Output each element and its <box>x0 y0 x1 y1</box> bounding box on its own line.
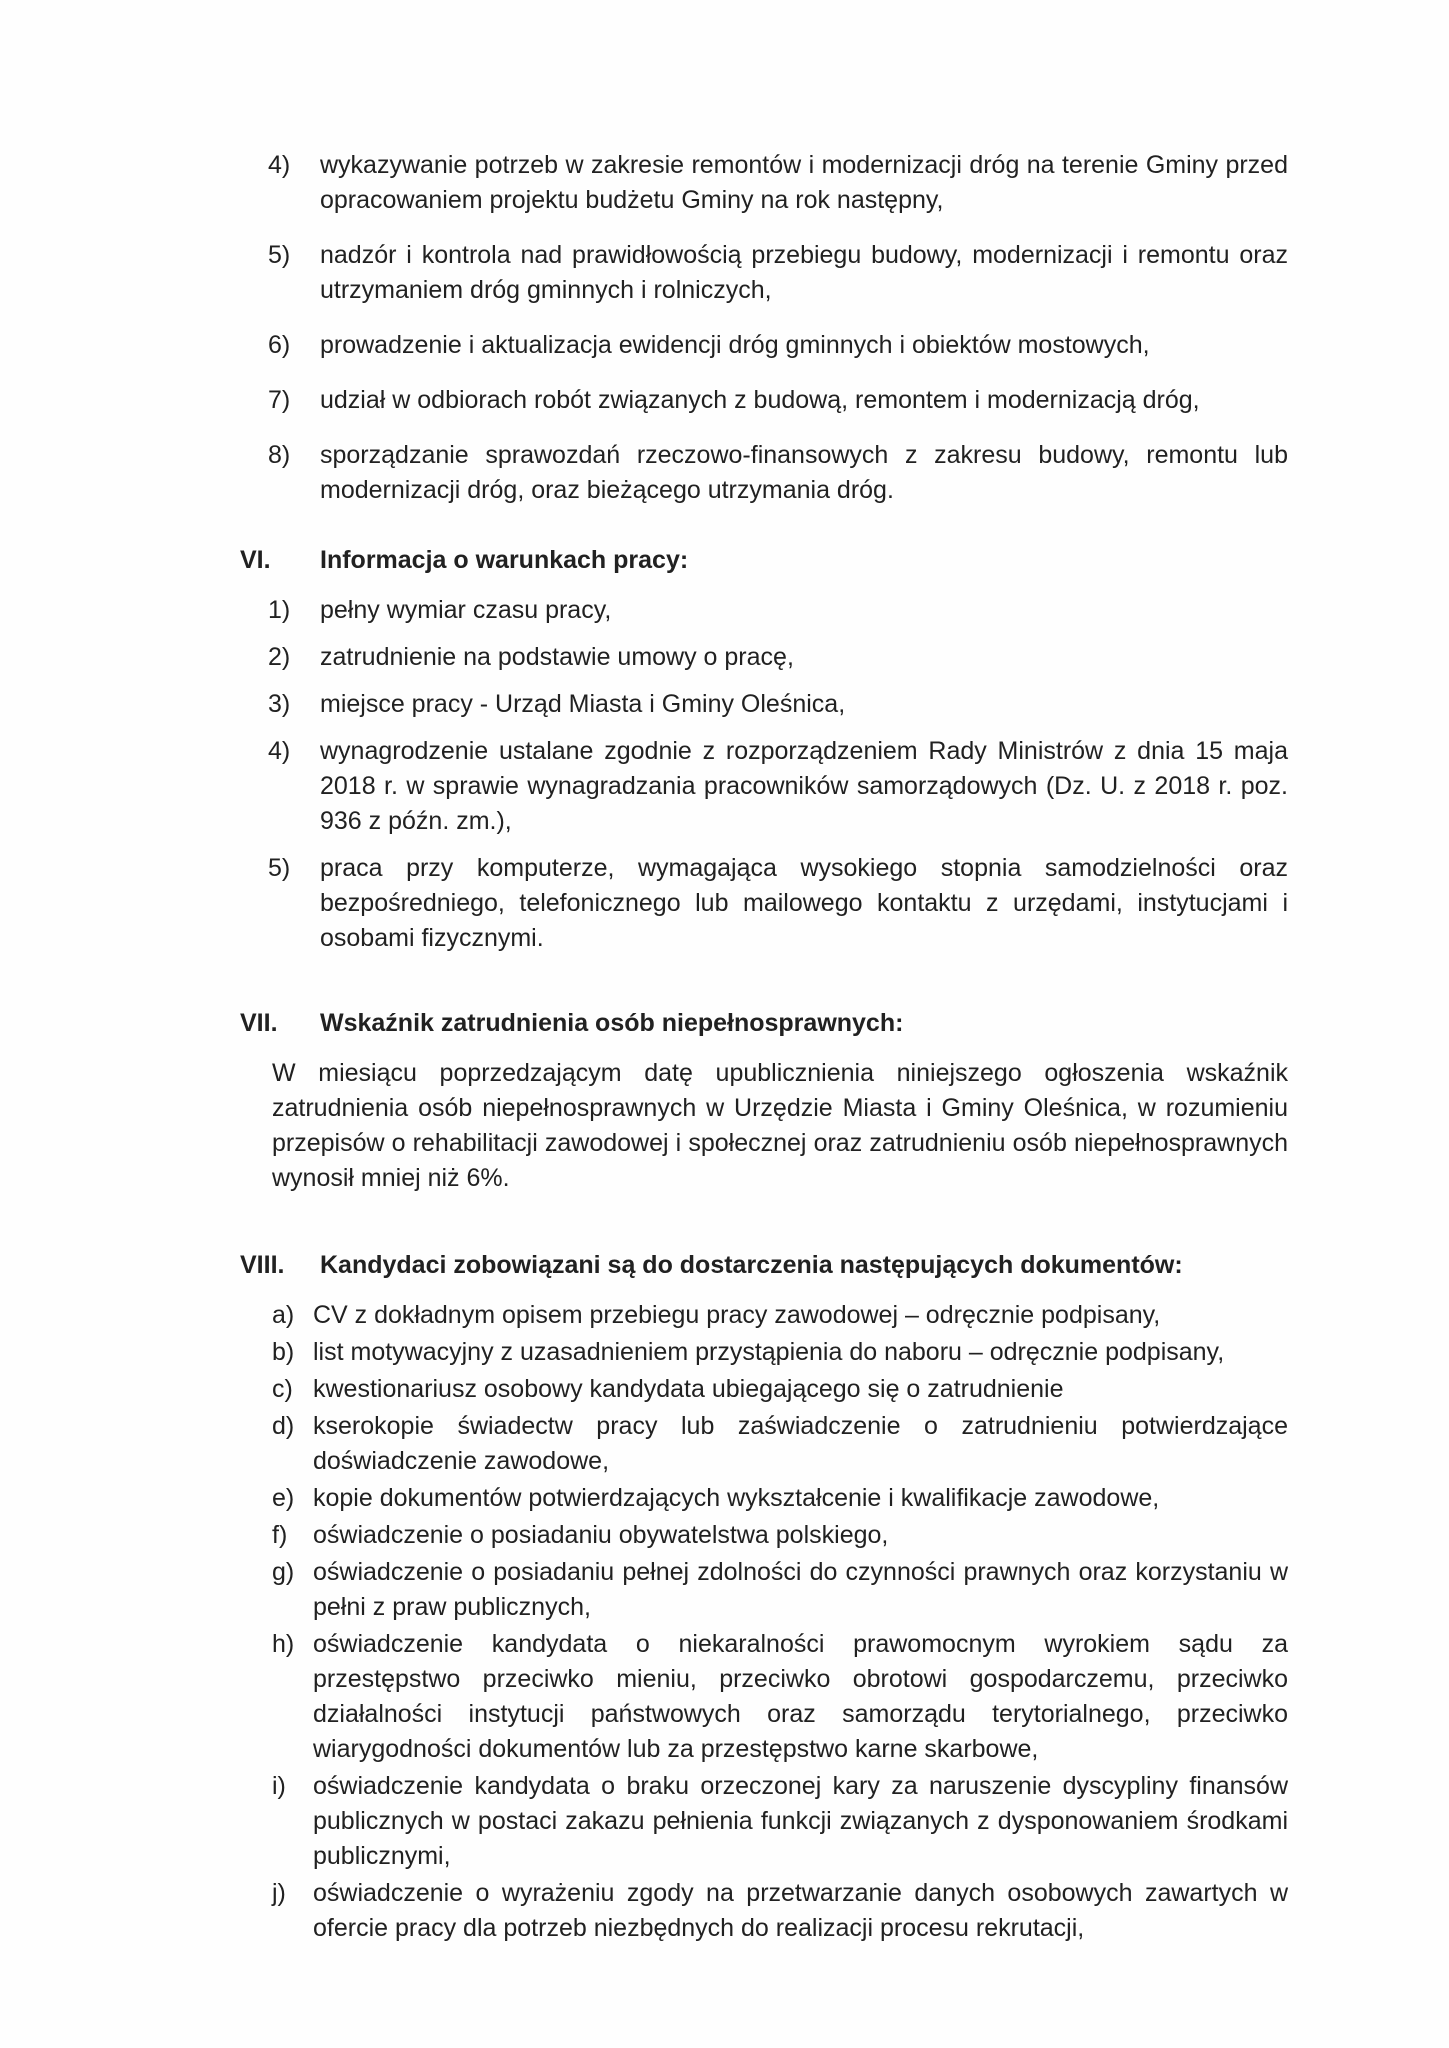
list-item-text: praca przy komputerze, wymagająca wysokiego stopnia samodzielności oraz bezpośredniego, telefonicznego lub mailowego kontaktu z urzędami, instytucjami i osobami fizycznymi. <box>320 854 1288 952</box>
list-item <box>268 148 1288 218</box>
list-item-text: kwestionariusz osobowy kandydata ubiegającego się o zatrudnienie <box>313 1375 1064 1403</box>
list-item-marker: 5) <box>268 241 291 269</box>
list-item-text: list motywacyjny z uzasadnieniem przystąpienia do naboru – odręcznie podpisany, <box>313 1338 1225 1366</box>
list-item <box>268 851 1288 956</box>
list-item <box>268 734 1288 839</box>
list-item-text: oświadczenie kandydata o niekaralności prawomocnym wyrokiem sądu za przestępstwo przeciwko mieniu, przeciwko obrotowi gospodarczemu, przeciwko działalności instytucji państwowych oraz samorządu terytorialnego, przeciwko wiarygodności dokumentów lub za przestępstwo karne skarbowe, <box>313 1630 1288 1763</box>
list-item-marker: b) <box>272 1338 295 1366</box>
section-number: VIII. <box>240 1251 285 1279</box>
list-item <box>272 1372 1288 1407</box>
list-item-text: nadzór i kontrola nad prawidłowością przebiegu budowy, modernizacji i remontu oraz utrzymaniem dróg gminnych i rolniczych, <box>320 241 1288 304</box>
list-item-text: oświadczenie o posiadaniu pełnej zdolności do czynności prawnych oraz korzystaniu w pełni z praw publicznych, <box>313 1558 1288 1621</box>
disability-employment-paragraph: W miesiącu poprzedzającym datę upublicznienia niniejszego ogłoszenia wskaźnik zatrudnienia osób niepełnosprawnych w Urzędzie Miasta i Gminy Oleśnica, w rozumieniu przepisów o rehabilitacji zawodowej i społecznej oraz zatrudnieniu osób niepełnosprawnych wynosił mniej niż 6%. <box>272 1059 1288 1192</box>
list-item <box>272 1769 1288 1874</box>
list-item-marker: 1) <box>268 596 291 624</box>
list-item-marker: h) <box>272 1630 295 1658</box>
list-item-text: udział w odbiorach robót związanych z budową, remontem i modernizacją dróg, <box>320 386 1200 414</box>
section-number: VII. <box>240 1009 278 1037</box>
list-item <box>268 328 1288 363</box>
list-item-text: wykazywanie potrzeb w zakresie remontów i modernizacji dróg na terenie Gminy przed opracowaniem projektu budżetu Gminy na rok następny, <box>320 151 1288 214</box>
list-item-marker: i) <box>272 1772 286 1800</box>
list-item-text: miejsce pracy - Urząd Miasta i Gminy Oleśnica, <box>320 690 846 718</box>
section-title: Kandydaci zobowiązani są do dostarczenia następujących dokumentów: <box>320 1251 1183 1279</box>
section-title: Wskaźnik zatrudnienia osób niepełnosprawnych: <box>320 1009 904 1037</box>
list-item <box>272 1335 1288 1370</box>
list-item-text: wynagrodzenie ustalane zgodnie z rozporządzeniem Rady Ministrów z dnia 15 maja 2018 r. w sprawie wynagradzania pracowników samorządowych (Dz. U. z 2018 r. poz. 936 z późn. zm.), <box>320 737 1288 835</box>
list-item-text: oświadczenie kandydata o braku orzeczonej kary za naruszenie dyscypliny finansów publicznych w postaci zakazu pełnienia funkcji związanych z dysponowaniem środkami publicznymi, <box>313 1772 1288 1870</box>
list-item-marker: 8) <box>268 441 291 469</box>
list-item <box>272 1876 1288 1946</box>
list-item-marker: 6) <box>268 331 291 359</box>
list-item <box>268 383 1288 418</box>
list-item-text: prowadzenie i aktualizacja ewidencji dróg gminnych i obiektów mostowych, <box>320 331 1150 359</box>
list-item-marker: f) <box>272 1521 288 1549</box>
work-conditions-list <box>0 593 1449 956</box>
list-item-marker: g) <box>272 1558 295 1586</box>
list-item <box>268 640 1288 675</box>
list-item-marker: 5) <box>268 854 291 882</box>
list-item <box>272 1555 1288 1625</box>
list-item-text: oświadczenie o posiadaniu obywatelstwa polskiego, <box>313 1521 889 1549</box>
list-item-text: pełny wymiar czasu pracy, <box>320 596 612 624</box>
list-item <box>272 1409 1288 1479</box>
section-viii-heading <box>240 1248 1288 1283</box>
section-title: Informacja o warunkach pracy: <box>320 546 689 574</box>
list-item-marker: 3) <box>268 690 291 718</box>
list-item <box>272 1481 1288 1516</box>
list-item-marker: j) <box>272 1879 286 1907</box>
list-item-text: zatrudnienie na podstawie umowy o pracę, <box>320 643 794 671</box>
list-item <box>268 687 1288 722</box>
list-item-text: sporządzanie sprawozdań rzeczowo-finansowych z zakresu budowy, remontu lub modernizacji dróg, oraz bieżącego utrzymania dróg. <box>320 441 1288 504</box>
section-number: VI. <box>240 546 271 574</box>
list-item-marker: c) <box>272 1375 293 1403</box>
list-item-text: oświadczenie o wyrażeniu zgody na przetwarzanie danych osobowych zawartych w ofercie pracy dla potrzeb niezbędnych do realizacji procesu rekrutacji, <box>313 1879 1288 1942</box>
list-item <box>272 1627 1288 1767</box>
list-item-text: CV z dokładnym opisem przebiegu pracy zawodowej – odręcznie podpisany, <box>313 1301 1161 1329</box>
list-item <box>268 593 1288 628</box>
required-documents-list <box>0 1298 1449 1946</box>
section-vi-heading <box>240 543 1288 578</box>
list-item-marker: e) <box>272 1484 295 1512</box>
list-item-marker: 4) <box>268 737 291 765</box>
list-item-marker: a) <box>272 1301 295 1329</box>
list-item <box>272 1518 1288 1553</box>
list-item <box>272 1298 1288 1333</box>
list-item-marker: 2) <box>268 643 291 671</box>
list-item-marker: d) <box>272 1412 295 1440</box>
section-vii-heading <box>240 1006 1288 1041</box>
list-item-marker: 7) <box>268 386 291 414</box>
list-item <box>268 238 1288 308</box>
list-item-text: kserokopie świadectw pracy lub zaświadczenie o zatrudnieniu potwierdzające doświadczenie zawodowe, <box>313 1412 1288 1475</box>
list-item-text: kopie dokumentów potwierdzających wykształcenie i kwalifikacje zawodowe, <box>313 1484 1160 1512</box>
duties-list <box>0 148 1449 508</box>
list-item <box>268 438 1288 508</box>
list-item-marker: 4) <box>268 151 291 179</box>
